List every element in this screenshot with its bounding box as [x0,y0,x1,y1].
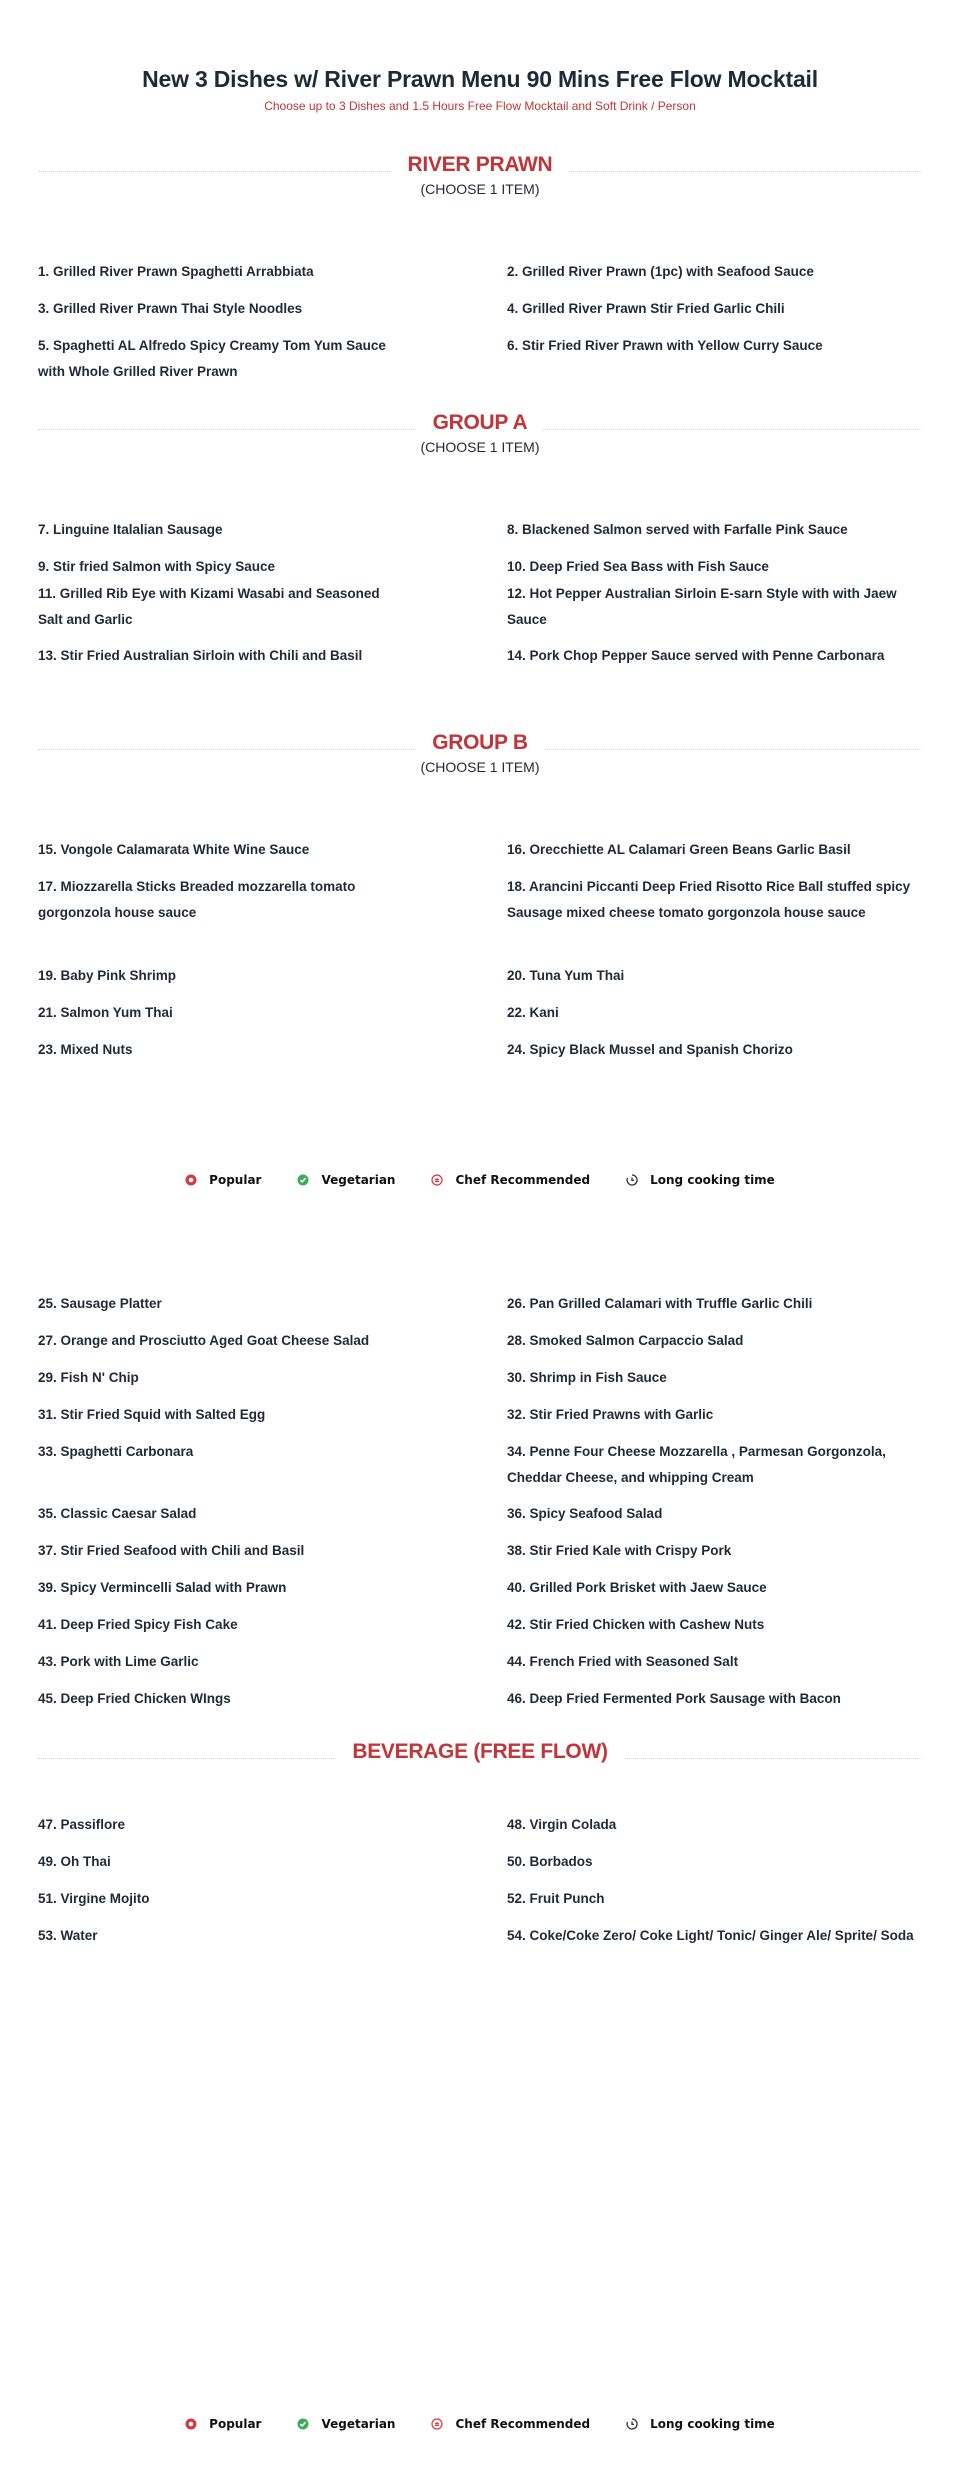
page-title: New 3 Dishes w/ River Prawn Menu 90 Mins Free Flow Mocktail [142,66,818,92]
menu-item: 12. Hot Pepper Australian Sirloin E-sarn Style with with Jaew Sauce [507,586,897,627]
menu-row [38,1575,922,1612]
menu-row [38,874,922,963]
group-b-items [38,837,922,1067]
menu-row [38,1328,922,1365]
group-a-items [38,517,922,695]
menu-item: 14. Pork Chop Pepper Sauce served with Penne Carbonara [507,648,885,663]
legend-label: Chef Recommended [455,1173,591,1187]
menu-item: 23. Mixed Nuts [38,1042,133,1057]
menu-item: 5. Spaghetti AL Alfredo Spicy Creamy Tom Yum Sauce with Whole Grilled River Prawn [38,338,386,379]
menu-row [38,296,922,333]
legend-footer [0,2417,960,2431]
menu-item: 10. Deep Fried Sea Bass with Fish Sauce [507,559,769,574]
section-title: BEVERAGE (FREE FLOW) [336,1740,623,1764]
menu-item: 13. Stir Fried Australian Sirloin with Chili and Basil [38,648,363,663]
menu-item: 7. Linguine Italalian Sausage [38,522,223,537]
section-title: GROUP A [417,411,544,435]
vegetarian-icon [297,2418,309,2430]
section-title: RIVER PRAWN [392,153,569,177]
river-prawn-items [38,259,922,385]
menu-item: 47. Passiflore [38,1817,126,1832]
menu-item: 46. Deep Fried Fermented Pork Sausage with Bacon [507,1691,841,1706]
menu-row [38,1886,922,1923]
menu-item: 24. Spicy Black Mussel and Spanish Chorizo [507,1042,793,1057]
legend-item-popular [185,2417,261,2431]
menu-item: 21. Salmon Yum Thai [38,1005,173,1020]
menu-item: 40. Grilled Pork Brisket with Jaew Sauce [507,1580,767,1595]
menu-item: 8. Blackened Salmon served with Farfalle Pink Sauce [507,522,848,537]
chef-recommended-icon [431,1174,443,1186]
menu-item: 36. Spicy Seafood Salad [507,1506,663,1521]
legend-label: Long cooking time [650,1173,775,1187]
more-items [38,1291,922,1716]
menu-item: 31. Stir Fried Squid with Salted Egg [38,1407,266,1422]
menu-row [38,1439,922,1501]
menu-item: 37. Stir Fried Seafood with Chili and Basil [38,1543,305,1558]
legend-item-long-cooking-time [626,1173,775,1187]
menu-item: 19. Baby Pink Shrimp [38,968,177,983]
menu-item: 48. Virgin Colada [507,1817,617,1832]
legend-label: Vegetarian [321,1173,396,1187]
menu-row [38,1649,922,1686]
menu-row [38,1501,922,1538]
menu-row [38,1612,922,1649]
page-subtitle: Choose up to 3 Dishes and 1.5 Hours Free Flow Mocktail and Soft Drink / Person [264,99,696,113]
menu-row [38,1402,922,1439]
menu-item: 41. Deep Fried Spicy Fish Cake [38,1617,238,1632]
menu-item: 9. Stir fried Salmon with Spicy Sauce [38,559,276,574]
legend-item-vegetarian [297,1173,395,1187]
popular-icon [185,2418,197,2430]
section-heading-beverage [38,1740,922,1764]
menu-item: 16. Orecchiette AL Calamari Green Beans Garlic Basil [507,842,851,857]
menu-item: 18. Arancini Piccanti Deep Fried Risotto Rice Ball stuffed spicy Sausage mixed cheese tomato gorgonzola house sauce [507,879,911,920]
menu-row [38,1686,922,1716]
beverage-items [38,1812,922,1975]
menu-item: 43. Pork with Lime Garlic [38,1654,199,1669]
menu-item: 52. Fruit Punch [507,1891,605,1906]
menu-item: 44. French Fried with Seasoned Salt [507,1654,739,1669]
menu-item: 53. Water [38,1928,98,1943]
choose-note: (CHOOSE 1 ITEM) [420,439,540,455]
menu-item: 50. Borbados [507,1854,593,1869]
menu-row [38,517,922,554]
menu-item: 28. Smoked Salmon Carpaccio Salad [507,1333,744,1348]
legend-label: Popular [209,2417,262,2431]
menu-row [38,1849,922,1886]
menu-item: 34. Penne Four Cheese Mozzarella , Parmesan Gorgonzola, Cheddar Cheese, and whipping Cream [507,1444,886,1485]
menu-item: 39. Spicy Vermincelli Salad with Prawn [38,1580,287,1595]
menu-item: 30. Shrimp in Fish Sauce [507,1370,667,1385]
menu-item: 45. Deep Fried Chicken WIngs [38,1691,231,1706]
menu-item: 38. Stir Fried Kale with Crispy Pork [507,1543,732,1558]
menu-row [38,1812,922,1849]
menu-row [38,1923,922,1975]
menu-header [0,66,960,113]
menu-item: 49. Oh Thai [38,1854,111,1869]
long-cooking-time-icon [626,1174,638,1186]
menu-item: 42. Stir Fried Chicken with Cashew Nuts [507,1617,765,1632]
menu-item: 33. Spaghetti Carbonara [38,1444,194,1459]
menu-item: 6. Stir Fried River Prawn with Yellow Curry Sauce [507,338,823,353]
menu-row [38,554,922,581]
menu-item: 32. Stir Fried Prawns with Garlic [507,1407,714,1422]
menu-row [38,333,922,385]
long-cooking-time-icon [626,2418,638,2430]
legend-label: Vegetarian [321,2417,396,2431]
menu-item: 1. Grilled River Prawn Spaghetti Arrabbiata [38,264,314,279]
menu-row [38,1037,922,1067]
menu-item: 27. Orange and Prosciutto Aged Goat Cheese Salad [38,1333,370,1348]
menu-item: 17. Miozzarella Sticks Breaded mozzarella tomato gorgonzola house sauce [38,879,356,920]
chef-recommended-icon [431,2418,443,2430]
section-title: GROUP B [416,731,544,755]
legend-item-long-cooking-time [626,2417,775,2431]
legend-label: Popular [209,1173,262,1187]
section-heading-group-a [38,411,922,455]
menu-row [38,1365,922,1402]
legend-item-chef-recommended [431,2417,590,2431]
menu-row [38,1291,922,1328]
menu-item: 35. Classic Caesar Salad [38,1506,197,1521]
legend [0,1173,960,1187]
legend-item-vegetarian [297,2417,395,2431]
menu-item: 22. Kani [507,1005,559,1020]
legend-label: Long cooking time [650,2417,775,2431]
menu-row [38,643,922,695]
menu-item: 3. Grilled River Prawn Thai Style Noodles [38,301,303,316]
legend-item-popular [185,1173,261,1187]
menu-item: 4. Grilled River Prawn Stir Fried Garlic Chili [507,301,785,316]
menu-row [38,963,922,1000]
menu-row [38,259,922,296]
menu-item: 29. Fish N' Chip [38,1370,139,1385]
menu-row [38,1000,922,1037]
legend-item-chef-recommended [431,1173,590,1187]
menu-item: 15. Vongole Calamarata White Wine Sauce [38,842,310,857]
section-heading-river-prawn [38,153,922,197]
legend-label: Chef Recommended [455,2417,591,2431]
vegetarian-icon [297,1174,309,1186]
menu-item: 2. Grilled River Prawn (1pc) with Seafood Sauce [507,264,814,279]
menu-item: 51. Virgine Mojito [38,1891,150,1906]
choose-note: (CHOOSE 1 ITEM) [420,759,540,775]
popular-icon [185,1174,197,1186]
menu-item: 20. Tuna Yum Thai [507,968,625,983]
menu-item: 54. Coke/Coke Zero/ Coke Light/ Tonic/ Ginger Ale/ Sprite/ Soda [507,1928,914,1943]
menu-item: 25. Sausage Platter [38,1296,162,1311]
menu-item: 11. Grilled Rib Eye with Kizami Wasabi and Seasoned Salt and Garlic [38,586,380,627]
menu-row [38,581,922,643]
choose-note: (CHOOSE 1 ITEM) [420,181,540,197]
menu-row [38,837,922,874]
menu-row [38,1538,922,1575]
section-heading-group-b [38,731,922,775]
menu-item: 26. Pan Grilled Calamari with Truffle Garlic Chili [507,1296,813,1311]
